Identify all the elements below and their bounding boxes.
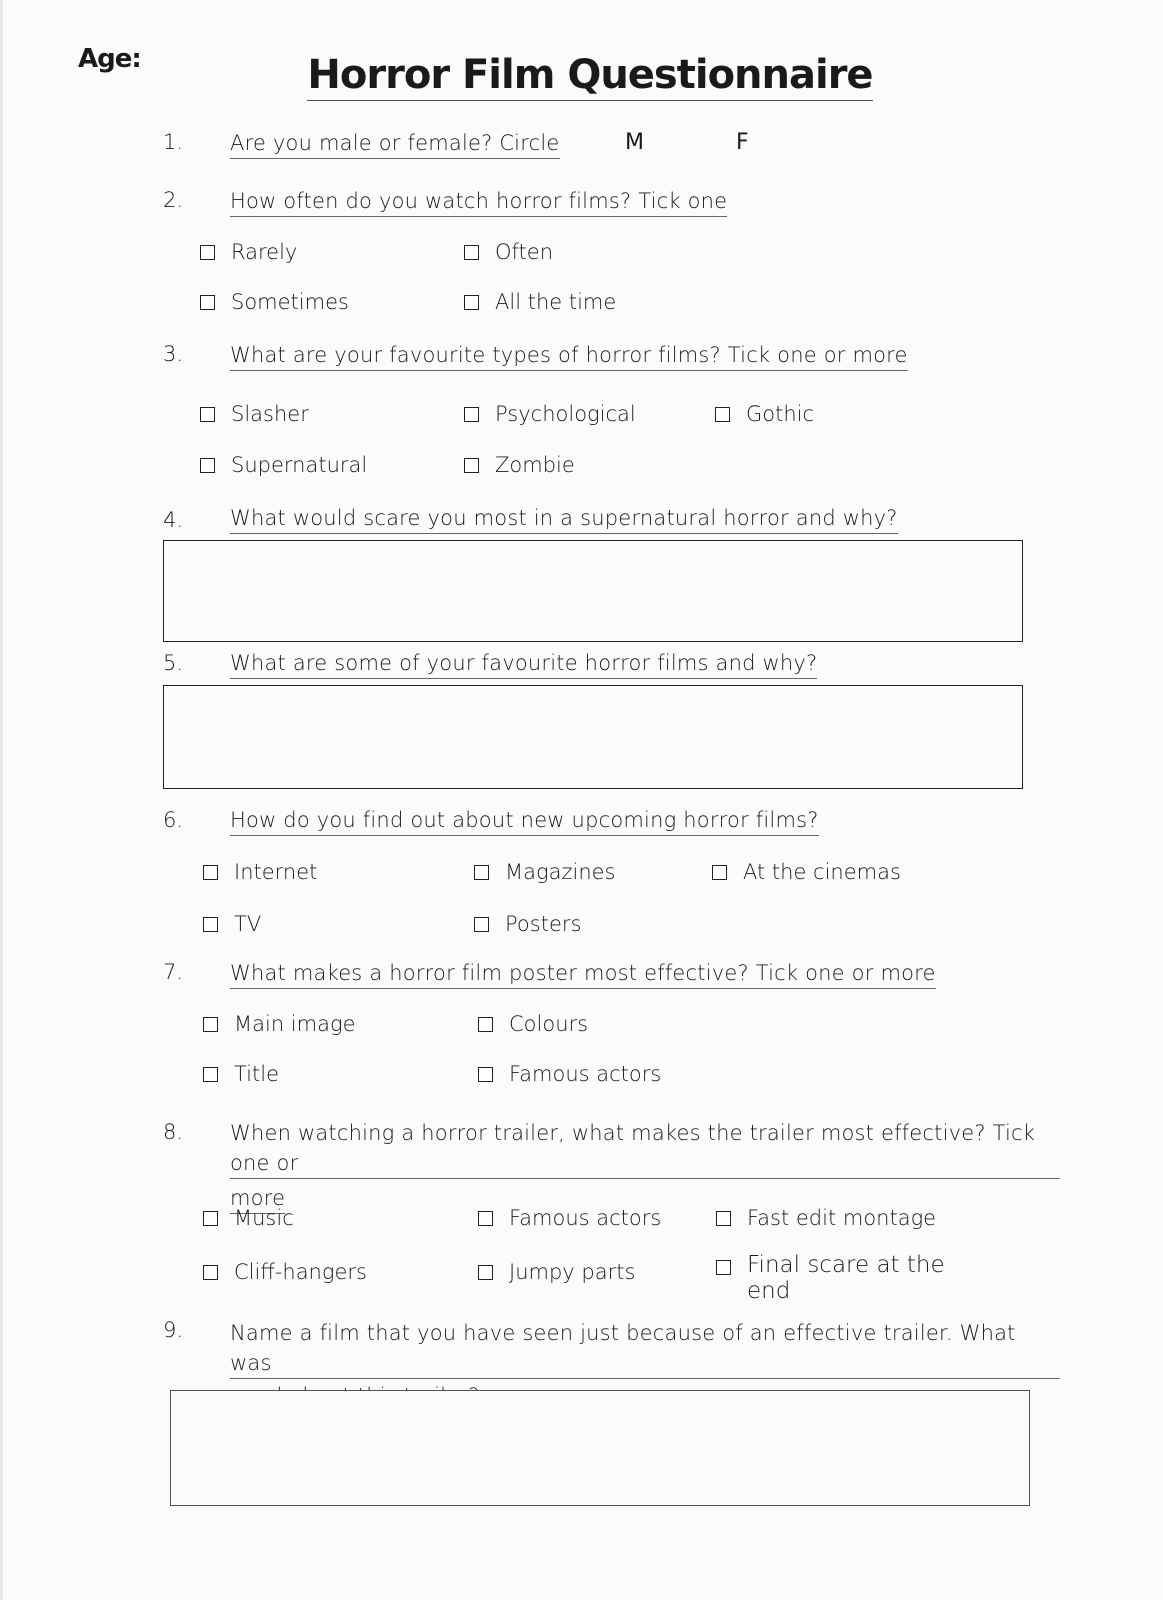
title-text: Horror Film Questionnaire (307, 52, 872, 101)
q8-option-jumpy-parts[interactable] (478, 1260, 635, 1284)
checkbox[interactable] (464, 407, 479, 422)
option-label: Psychological (495, 402, 636, 426)
option-label: Often (495, 240, 554, 264)
q7-option-title[interactable] (203, 1062, 279, 1086)
q6-option-at-the-cinemas[interactable] (712, 860, 901, 884)
option-label: Title (234, 1062, 280, 1086)
option-label: Famous actors (509, 1062, 662, 1086)
q3-option-supernatural[interactable] (200, 453, 367, 477)
option-label: Supernatural (231, 453, 368, 477)
option-label: Final scare at the end (747, 1252, 945, 1304)
q8-option-music[interactable] (203, 1206, 294, 1230)
q6-option-internet[interactable] (203, 860, 317, 884)
option-label: Posters (505, 912, 582, 936)
q2-option-sometimes[interactable] (200, 290, 349, 314)
q8-text (230, 1118, 1060, 1214)
checkbox[interactable] (478, 1067, 493, 1082)
q8-option-fast-edit-montage[interactable] (716, 1206, 936, 1230)
q7-text: What makes a horror film poster most effective? Tick one or more (230, 958, 936, 989)
option-label: TV (234, 912, 262, 936)
q6-option-magazines[interactable] (474, 860, 616, 884)
option-label: Rarely (231, 240, 298, 264)
q3-number: 3. (163, 342, 184, 366)
q2-option-rarely[interactable] (200, 240, 297, 264)
q8-option-famous-actors[interactable] (478, 1206, 661, 1230)
q8-text-line1: When watching a horror trailer, what makes the trailer most effective? Tick one or (230, 1118, 1060, 1179)
checkbox[interactable] (464, 245, 479, 260)
checkbox[interactable] (203, 1017, 218, 1032)
q7-option-main-image[interactable] (203, 1012, 356, 1036)
age-label: Age: (78, 44, 141, 74)
option-label: Sometimes (231, 290, 349, 314)
q1-choice-m[interactable]: M (625, 130, 644, 155)
option-label: Jumpy parts (509, 1260, 636, 1284)
q3-option-zombie[interactable] (464, 453, 575, 477)
q8-option-cliff-hangers[interactable] (203, 1260, 367, 1284)
q4-answer-box[interactable] (163, 540, 1023, 642)
q1-number: 1. (163, 130, 184, 154)
checkbox[interactable] (203, 1211, 218, 1226)
checkbox[interactable] (203, 1265, 218, 1280)
option-label: Zombie (495, 453, 575, 477)
q6-number: 6. (163, 808, 184, 832)
q2-option-often[interactable] (464, 240, 553, 264)
option-label: Internet (234, 860, 318, 884)
option-label: Fast edit montage (747, 1206, 937, 1230)
q9-text-line1: Name a film that you have seen just because of an effective trailer. What was (230, 1318, 1060, 1379)
q3-option-gothic[interactable] (715, 402, 814, 426)
option-label: Music (234, 1206, 294, 1230)
q9-number: 9. (163, 1318, 184, 1342)
checkbox[interactable] (478, 1211, 493, 1226)
checkbox[interactable] (203, 865, 218, 880)
option-label: Slasher (231, 402, 309, 426)
q7-option-famous-actors[interactable] (478, 1062, 661, 1086)
q4-number: 4. (163, 508, 184, 532)
checkbox[interactable] (203, 1067, 218, 1082)
q2-option-all-the-time[interactable] (464, 290, 616, 314)
checkbox[interactable] (716, 1260, 731, 1275)
q9-answer-box[interactable] (170, 1390, 1030, 1506)
checkbox[interactable] (200, 458, 215, 473)
q4-text: What would scare you most in a supernatural horror and why? (230, 503, 898, 534)
q8-option-final-scare[interactable] (716, 1252, 946, 1304)
checkbox[interactable] (200, 245, 215, 260)
q1-choice-f[interactable]: F (736, 130, 749, 155)
q6-option-tv[interactable] (203, 912, 261, 936)
checkbox[interactable] (712, 865, 727, 880)
q5-number: 5. (163, 651, 184, 675)
q2-text: How often do you watch horror films? Tick one (230, 186, 727, 217)
page-title (0, 52, 1163, 98)
option-label: All the time (495, 290, 617, 314)
q7-option-colours[interactable] (478, 1012, 588, 1036)
checkbox[interactable] (200, 295, 215, 310)
option-label: Gothic (746, 402, 815, 426)
option-label: Main image (234, 1012, 356, 1036)
checkbox[interactable] (203, 917, 218, 932)
option-label: Magazines (505, 860, 616, 884)
q5-text: What are some of your favourite horror films and why? (230, 648, 817, 679)
q1-text: Are you male or female? Circle (230, 128, 560, 159)
q7-number: 7. (163, 960, 184, 984)
option-label: Famous actors (509, 1206, 662, 1230)
q2-number: 2. (163, 188, 184, 212)
checkbox[interactable] (716, 1211, 731, 1226)
option-label: Cliff-hangers (234, 1260, 367, 1284)
q3-option-slasher[interactable] (200, 402, 309, 426)
q3-text: What are your favourite types of horror films? Tick one or more (230, 340, 908, 371)
q8-number: 8. (163, 1120, 184, 1144)
q6-text: How do you find out about new upcoming horror films? (230, 805, 819, 836)
option-label: Colours (509, 1012, 589, 1036)
q8-text-line2: more (230, 1183, 285, 1214)
checkbox[interactable] (478, 1265, 493, 1280)
checkbox[interactable] (200, 407, 215, 422)
checkbox[interactable] (474, 865, 489, 880)
checkbox[interactable] (474, 917, 489, 932)
q6-option-posters[interactable] (474, 912, 581, 936)
option-label: At the cinemas (743, 860, 901, 884)
checkbox[interactable] (478, 1017, 493, 1032)
q3-option-psychological[interactable] (464, 402, 636, 426)
checkbox[interactable] (715, 407, 730, 422)
checkbox[interactable] (464, 458, 479, 473)
q5-answer-box[interactable] (163, 685, 1023, 789)
checkbox[interactable] (464, 295, 479, 310)
